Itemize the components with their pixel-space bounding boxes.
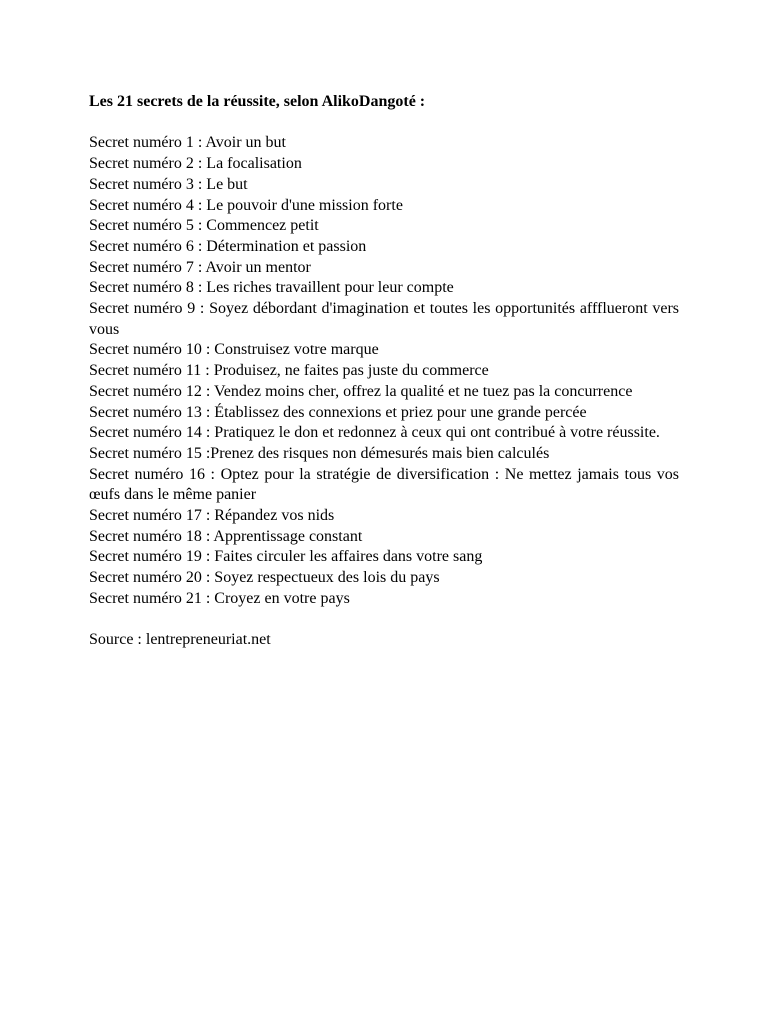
list-item: Secret numéro 7 : Avoir un mentor <box>89 258 311 276</box>
list-item: Secret numéro 2 : La focalisation <box>89 155 302 173</box>
list-item: Secret numéro 11 : Produisez, ne faites pas juste du commerce <box>89 362 489 380</box>
spacer <box>89 610 679 631</box>
list-item: Secret numéro 1 : Avoir un but <box>89 134 286 152</box>
spacer <box>89 113 679 134</box>
list-item: Secret numéro 13 : Établissez des connexions et priez pour une grande percée <box>89 403 587 421</box>
list-item: Secret numéro 20 : Soyez respectueux des lois du pays <box>89 569 440 587</box>
list-item: Secret numéro 17 : Répandez vos nids <box>89 507 335 525</box>
list-item: Secret numéro 3 : Le but <box>89 175 248 193</box>
list-item: Secret numéro 19 : Faites circuler les affaires dans votre sang <box>89 548 483 566</box>
list-item: Secret numéro 4 : Le pouvoir d'une mission forte <box>89 196 403 214</box>
list-item: Secret numéro 18 : Apprentissage constant <box>89 527 363 545</box>
list-item: Secret numéro 16 : Optez pour la stratégie de diversification : Ne mettez jamais tous vos œufs dans le même panier <box>89 465 679 504</box>
source-line: Source : lentrepreneuriat.net <box>89 631 271 649</box>
list-item: Secret numéro 10 : Construisez votre marque <box>89 341 379 359</box>
secrets-list <box>89 133 679 609</box>
list-item: Secret numéro 12 : Vendez moins cher, offrez la qualité et ne tuez pas la concurrence <box>89 382 633 400</box>
list-item: Secret numéro 14 : Pratiquez le don et redonnez à ceux qui ont contribué à votre réussite. <box>89 424 660 442</box>
list-item: Secret numéro 15 :Prenez des risques non démesurés mais bien calculés <box>89 444 550 462</box>
list-item: Secret numéro 8 : Les riches travaillent pour leur compte <box>89 279 454 297</box>
list-item: Secret numéro 21 : Croyez en votre pays <box>89 589 350 607</box>
document-page <box>89 92 679 651</box>
document-title: Les 21 secrets de la réussite, selon AlikoDangoté : <box>89 93 426 110</box>
list-item: Secret numéro 5 : Commencez petit <box>89 217 319 235</box>
list-item: Secret numéro 6 : Détermination et passion <box>89 237 367 255</box>
list-item: Secret numéro 9 : Soyez débordant d'imagination et toutes les opportunités affflueront vers vous <box>89 300 679 338</box>
